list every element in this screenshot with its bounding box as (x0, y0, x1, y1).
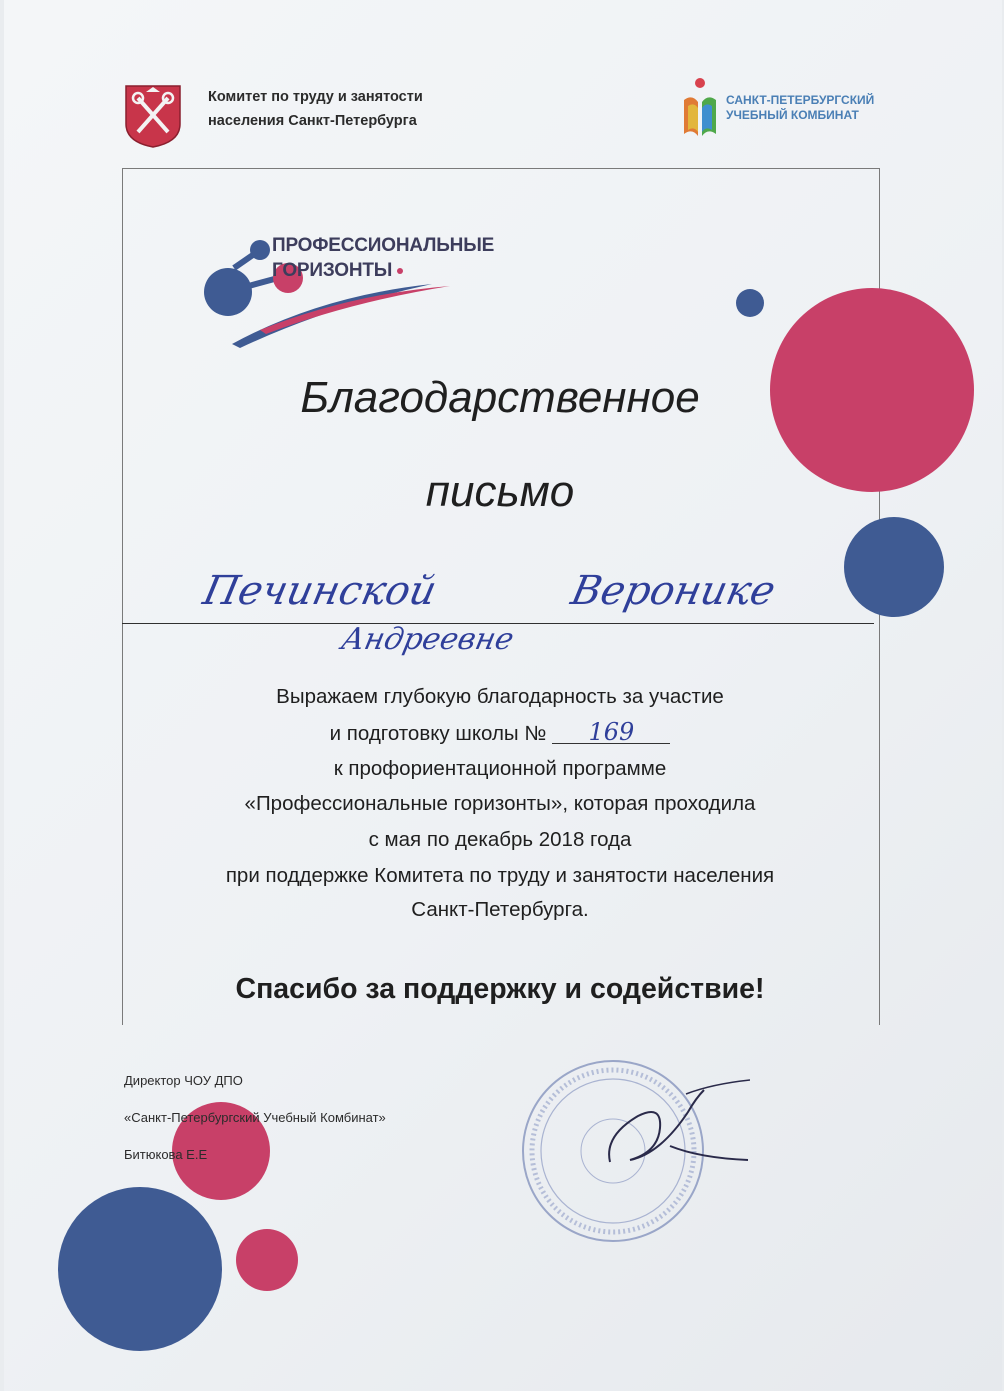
body-line-4: «Профессиональные горизонты», которая проходила (244, 792, 756, 815)
thanks-heading: Спасибо за поддержку и содействие! (235, 973, 765, 1005)
spb-training-center-line2: УЧЕБНЫЙ КОМБИНАТ (726, 108, 859, 122)
body-line-7: Санкт-Петербурга. (411, 898, 589, 921)
certificate-sheet (4, 0, 1002, 1391)
body-line-6: при поддержке Комитета по труду и занятости населения (225, 864, 775, 887)
signatory-position: Директор ЧОУ ДПО (124, 1073, 243, 1088)
spb-training-center-name (726, 93, 874, 123)
program-logo-line2-row (272, 258, 494, 283)
body-line-5: с мая по декабрь 2018 года (368, 828, 632, 851)
signatory-organization: «Санкт-Петербургский Учебный Комбинат» (124, 1110, 386, 1125)
signatory-name: Битюкова Е.Е (124, 1147, 208, 1162)
spb-training-center-line1: САНКТ-ПЕТЕРБУРГСКИЙ (726, 93, 875, 107)
spb-training-center-logo-icon (680, 76, 720, 142)
letter-title-line1: Благодарственное (300, 373, 700, 422)
body-line-3: к профориентационной программе (333, 757, 667, 780)
committee-name (208, 85, 508, 133)
recipient-surname: Печинской (199, 568, 441, 614)
director-signature-icon (600, 1076, 750, 1176)
body-line-1: Выражаем глубокую благодарность за участие (276, 685, 724, 708)
decorative-circle-pink-small (236, 1229, 298, 1291)
recipient-first-name: Веронике (567, 568, 780, 614)
letter-title-line2: письмо (425, 467, 575, 516)
decorative-circle-blue-bottom (58, 1187, 222, 1351)
program-logo-line1: ПРОФЕССИОНАЛЬНЫЕ (272, 235, 495, 256)
program-logo-line2: ГОРИЗОНТЫ (272, 260, 393, 281)
committee-name-line2: населения Санкт-Петербурга (208, 113, 417, 129)
decorative-circle-blue-small (736, 289, 764, 317)
school-number: 169 (552, 721, 670, 744)
body-line-2-prefix: и подготовку школы № (329, 722, 547, 745)
committee-name-line1: Комитет по труду и занятости (208, 89, 423, 105)
decorative-circle-blue-right (844, 517, 944, 617)
program-logo-dot-icon (397, 268, 403, 274)
spb-coat-of-arms-icon (124, 84, 182, 148)
body-line-2 (122, 718, 878, 746)
program-logo-title (272, 233, 494, 283)
recipient-patronymic: Андреевне (338, 622, 517, 657)
